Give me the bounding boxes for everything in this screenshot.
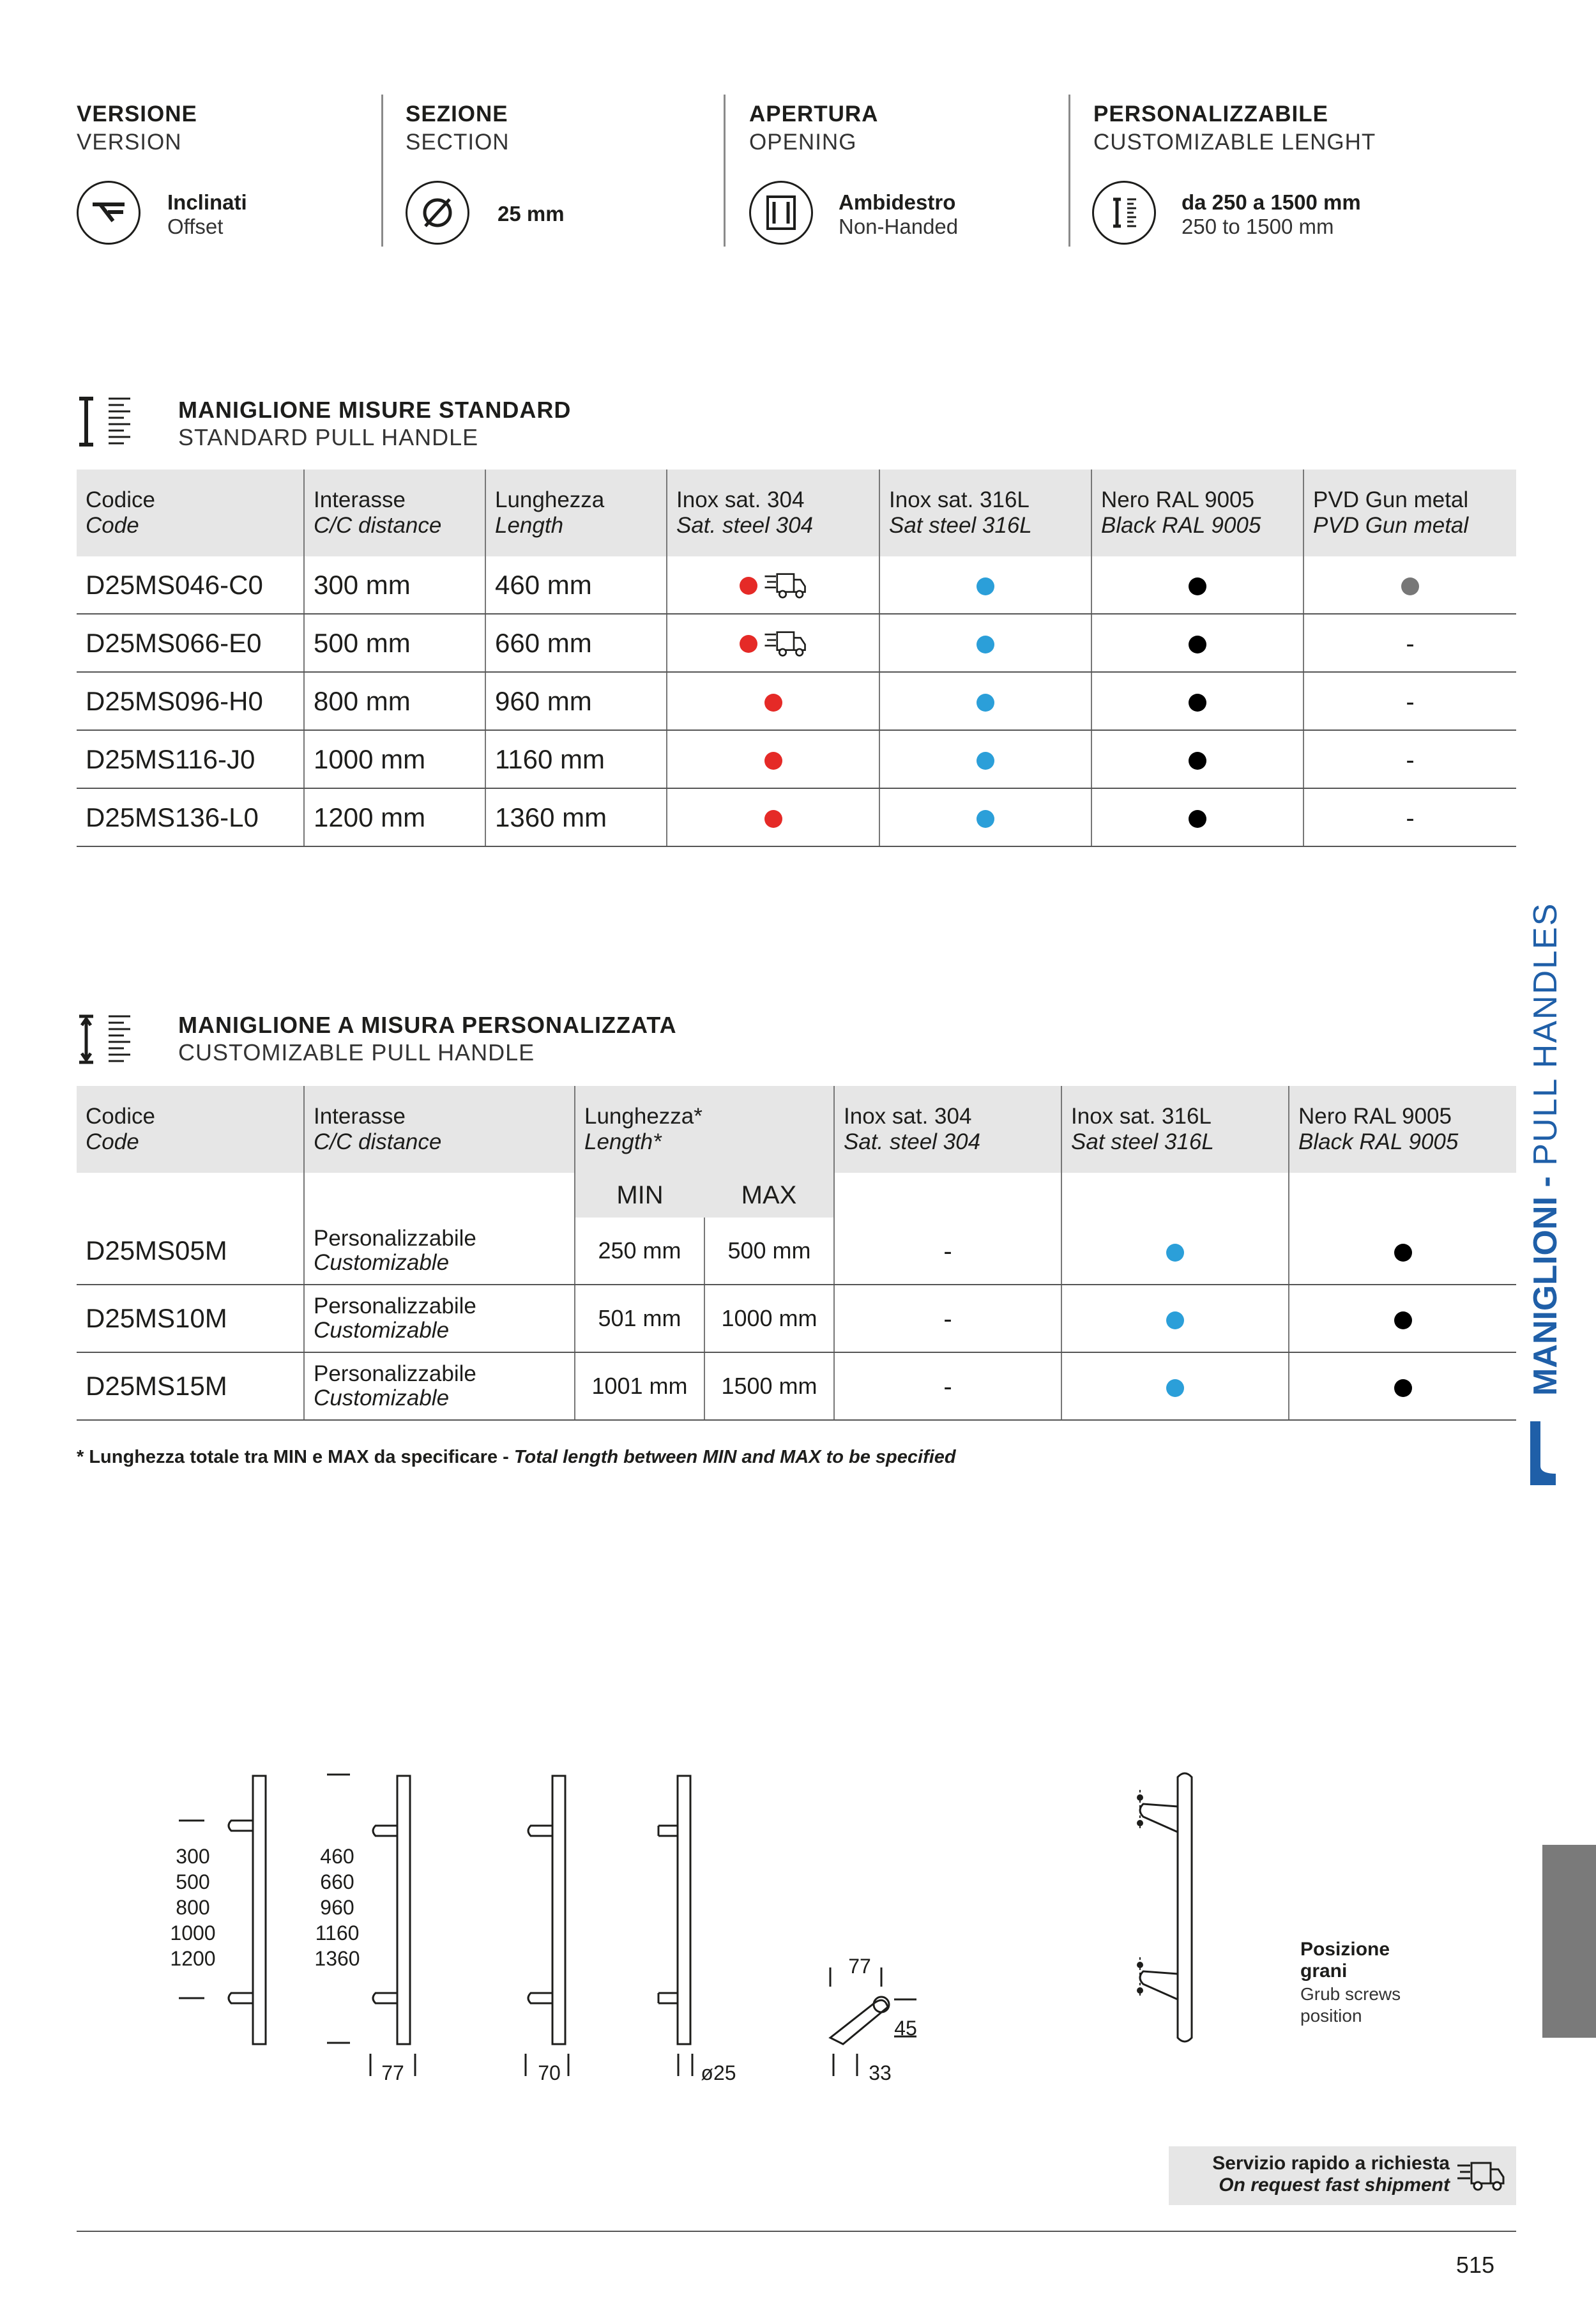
non-handed-icon bbox=[749, 181, 813, 245]
feature-version-value-sub: Offset bbox=[167, 215, 224, 238]
length-values: 460 660 960 1160 1360 bbox=[314, 1845, 360, 1970]
steel-304-cell bbox=[667, 730, 879, 788]
table-row bbox=[77, 730, 1516, 788]
cc-cell: Personalizzabile Customizable bbox=[304, 1285, 575, 1352]
header-pvd: PVD Gun metal PVD Gun metal bbox=[1303, 470, 1516, 556]
fast-shipment-sub: On request fast shipment bbox=[1219, 2174, 1450, 2196]
feature-opening-title: APERTURA bbox=[749, 102, 879, 126]
header-steel-304: Inox sat. 304 Sat. steel 304 bbox=[834, 1086, 1061, 1173]
custom-table bbox=[77, 1086, 1516, 1421]
custom-section-subtitle: CUSTOMIZABLE PULL HANDLE bbox=[178, 1039, 535, 1066]
code-cell: D25MS046-C0 bbox=[77, 556, 304, 614]
pvd-cell bbox=[1303, 614, 1516, 672]
feature-divider bbox=[724, 95, 726, 247]
dim-77-offset: 77 bbox=[848, 1955, 871, 1978]
standard-section-subtitle: STANDARD PULL HANDLE bbox=[178, 424, 479, 450]
header-steel-316: Inox sat. 316L Sat steel 316L bbox=[1061, 1086, 1289, 1173]
header-cc: Interasse C/C distance bbox=[304, 470, 485, 556]
feature-opening-value-sub: Non-Handed bbox=[839, 215, 959, 238]
cc-cell: 1200 mm bbox=[304, 788, 485, 846]
standard-table-header bbox=[77, 470, 1516, 556]
feature-custom-value: da 250 a 1500 mm bbox=[1182, 190, 1361, 214]
feature-divider bbox=[1068, 95, 1070, 247]
fast-shipment-main: Servizio rapido a richiesta bbox=[1212, 2153, 1450, 2174]
feature-section-title: SEZIONE bbox=[406, 102, 508, 126]
cc-cell: Personalizzabile Customizable bbox=[304, 1352, 575, 1420]
dim-77-handle: 77 bbox=[381, 2061, 404, 2084]
not-available: - bbox=[1406, 687, 1415, 716]
dim-70: 70 bbox=[538, 2061, 561, 2084]
offset-handle-icon bbox=[77, 181, 141, 245]
black-cell bbox=[1091, 556, 1303, 614]
table-row bbox=[77, 614, 1516, 672]
black-cell bbox=[1289, 1352, 1516, 1420]
availability-dot bbox=[1394, 1311, 1412, 1329]
page-number: 515 bbox=[1455, 2252, 1494, 2278]
availability-dot bbox=[977, 694, 994, 712]
black-cell bbox=[1289, 1218, 1516, 1285]
cc-cell: 1000 mm bbox=[304, 730, 485, 788]
code-cell: D25MS116-J0 bbox=[77, 730, 304, 788]
availability-dot bbox=[740, 577, 757, 595]
header-code: Codice Code bbox=[77, 1086, 304, 1173]
footer-rule bbox=[77, 2231, 1516, 2232]
min-label: MIN bbox=[575, 1173, 704, 1218]
code-cell: D25MS066-E0 bbox=[77, 614, 304, 672]
header-black: Nero RAL 9005 Black RAL 9005 bbox=[1091, 470, 1303, 556]
feature-divider bbox=[381, 95, 383, 247]
availability-dot bbox=[764, 810, 782, 828]
dim-diameter-25: ø25 bbox=[701, 2061, 736, 2084]
availability-dot bbox=[1189, 810, 1206, 828]
length-cell: 960 mm bbox=[485, 672, 667, 730]
steel-304-cell bbox=[667, 672, 879, 730]
code-cell: D25MS096-H0 bbox=[77, 672, 304, 730]
steel-316-cell bbox=[879, 788, 1091, 846]
availability-dot bbox=[1166, 1311, 1184, 1329]
availability-dot bbox=[1401, 577, 1419, 595]
header-cc: Interasse C/C distance bbox=[304, 1086, 575, 1173]
feature-custom-subtitle: CUSTOMIZABLE LENGHT bbox=[1093, 130, 1376, 155]
availability-dot bbox=[1189, 752, 1206, 770]
cc-cell: 500 mm bbox=[304, 614, 485, 672]
table-row bbox=[77, 1285, 1516, 1352]
minmax-row bbox=[77, 1173, 1516, 1218]
side-tab-label: MANIGLIONI - PULL HANDLES bbox=[1527, 902, 1564, 1396]
length-footnote: * Lunghezza totale tra MIN e MAX da specificare - Total length between MIN and MAX to be specified bbox=[77, 1447, 956, 1467]
length-cell: 660 mm bbox=[485, 614, 667, 672]
pvd-cell bbox=[1303, 672, 1516, 730]
not-available: - bbox=[943, 1237, 952, 1265]
steel-304-cell bbox=[667, 556, 879, 614]
availability-dot bbox=[740, 635, 757, 653]
table-row bbox=[77, 788, 1516, 846]
availability-dot bbox=[1166, 1244, 1184, 1262]
code-cell: D25MS136-L0 bbox=[77, 788, 304, 846]
brand-mark-icon bbox=[1530, 1421, 1556, 1485]
steel-316-cell bbox=[879, 614, 1091, 672]
feature-opening-value: Ambidestro bbox=[839, 190, 956, 214]
side-grey-tab bbox=[1542, 1845, 1596, 2038]
grub-screws-title: Posizione grani bbox=[1300, 1939, 1390, 1982]
steel-316-cell bbox=[1061, 1352, 1289, 1420]
black-cell bbox=[1091, 614, 1303, 672]
header-code: Codice Code bbox=[77, 470, 304, 556]
availability-dot bbox=[1189, 694, 1206, 712]
steel-304-cell bbox=[667, 788, 879, 846]
steel-316-cell bbox=[879, 556, 1091, 614]
standard-section-title: MANIGLIONE MISURE STANDARD bbox=[178, 397, 572, 423]
length-cell: 460 mm bbox=[485, 556, 667, 614]
fast-shipment-truck-icon bbox=[763, 570, 807, 601]
availability-dot bbox=[977, 636, 994, 653]
steel-316-cell bbox=[1061, 1285, 1289, 1352]
feature-version-subtitle: VERSION bbox=[77, 130, 182, 155]
length-cell: 1160 mm bbox=[485, 730, 667, 788]
table-row bbox=[77, 672, 1516, 730]
availability-dot bbox=[1166, 1379, 1184, 1397]
not-available: - bbox=[1406, 745, 1415, 774]
custom-section-title: MANIGLIONE A MISURA PERSONALIZZATA bbox=[178, 1012, 677, 1038]
standard-table bbox=[77, 470, 1516, 847]
steel-304-cell bbox=[834, 1285, 1061, 1352]
steel-316-cell bbox=[879, 730, 1091, 788]
custom-length-icon bbox=[1092, 181, 1156, 245]
standard-length-icon bbox=[77, 396, 134, 447]
availability-dot bbox=[977, 752, 994, 770]
availability-dot bbox=[977, 577, 994, 595]
black-cell bbox=[1091, 672, 1303, 730]
header-black: Nero RAL 9005 Black RAL 9005 bbox=[1289, 1086, 1516, 1173]
feature-custom-value-sub: 250 to 1500 mm bbox=[1182, 215, 1334, 238]
availability-dot bbox=[1189, 636, 1206, 653]
table-row bbox=[77, 556, 1516, 614]
dim-33: 33 bbox=[869, 2061, 892, 2084]
min-cell: 501 mm bbox=[575, 1285, 704, 1352]
grub-screws-subtitle: Grub screws position bbox=[1300, 1984, 1401, 2026]
code-cell: D25MS05M bbox=[77, 1218, 304, 1285]
custom-length-section-icon bbox=[77, 1014, 134, 1065]
black-cell bbox=[1091, 730, 1303, 788]
cc-values: 300 500 800 1000 1200 bbox=[170, 1845, 216, 1970]
availability-dot bbox=[764, 752, 782, 770]
availability-dot bbox=[977, 810, 994, 828]
feature-opening-subtitle: OPENING bbox=[749, 130, 857, 155]
not-available: - bbox=[1406, 804, 1415, 832]
black-cell bbox=[1091, 788, 1303, 846]
steel-316-cell bbox=[1061, 1218, 1289, 1285]
steel-304-cell bbox=[667, 614, 879, 672]
not-available: - bbox=[943, 1305, 952, 1333]
steel-304-cell bbox=[834, 1218, 1061, 1285]
cc-cell: Personalizzabile Customizable bbox=[304, 1218, 575, 1285]
pvd-cell bbox=[1303, 788, 1516, 846]
code-cell: D25MS10M bbox=[77, 1285, 304, 1352]
feature-section-value: 25 mm bbox=[498, 202, 565, 225]
header-length: Lunghezza* Length* bbox=[575, 1086, 834, 1173]
max-label: MAX bbox=[704, 1173, 834, 1218]
header-steel-304: Inox sat. 304 Sat. steel 304 bbox=[667, 470, 879, 556]
min-cell: 250 mm bbox=[575, 1218, 704, 1285]
dim-45: 45 bbox=[894, 2017, 917, 2040]
pvd-cell bbox=[1303, 730, 1516, 788]
max-cell: 1000 mm bbox=[704, 1285, 834, 1352]
custom-table-header bbox=[77, 1086, 1516, 1173]
feature-version-value: Inclinati bbox=[167, 190, 247, 214]
max-cell: 500 mm bbox=[704, 1218, 834, 1285]
availability-dot bbox=[1189, 577, 1206, 595]
not-available: - bbox=[943, 1373, 952, 1401]
diameter-icon bbox=[406, 181, 469, 245]
length-cell: 1360 mm bbox=[485, 788, 667, 846]
feature-version-title: VERSIONE bbox=[77, 102, 197, 126]
fast-shipment-truck-icon bbox=[763, 629, 807, 659]
table-row bbox=[77, 1218, 1516, 1285]
truck-icon bbox=[1455, 2159, 1506, 2194]
code-cell: D25MS15M bbox=[77, 1352, 304, 1420]
min-cell: 1001 mm bbox=[575, 1352, 704, 1420]
cc-cell: 300 mm bbox=[304, 556, 485, 614]
pvd-cell bbox=[1303, 556, 1516, 614]
availability-dot bbox=[764, 694, 782, 712]
not-available: - bbox=[1406, 629, 1415, 658]
availability-dot bbox=[1394, 1379, 1412, 1397]
table-row bbox=[77, 1352, 1516, 1420]
feature-section-subtitle: SECTION bbox=[406, 130, 510, 155]
steel-316-cell bbox=[879, 672, 1091, 730]
header-steel-316: Inox sat. 316L Sat steel 316L bbox=[879, 470, 1091, 556]
cc-cell: 800 mm bbox=[304, 672, 485, 730]
steel-304-cell bbox=[834, 1352, 1061, 1420]
fast-shipment-box bbox=[1169, 2146, 1516, 2205]
feature-custom-title: PERSONALIZZABILE bbox=[1093, 102, 1328, 126]
header-length: Lunghezza Length bbox=[485, 470, 667, 556]
black-cell bbox=[1289, 1285, 1516, 1352]
max-cell: 1500 mm bbox=[704, 1352, 834, 1420]
availability-dot bbox=[1394, 1244, 1412, 1262]
